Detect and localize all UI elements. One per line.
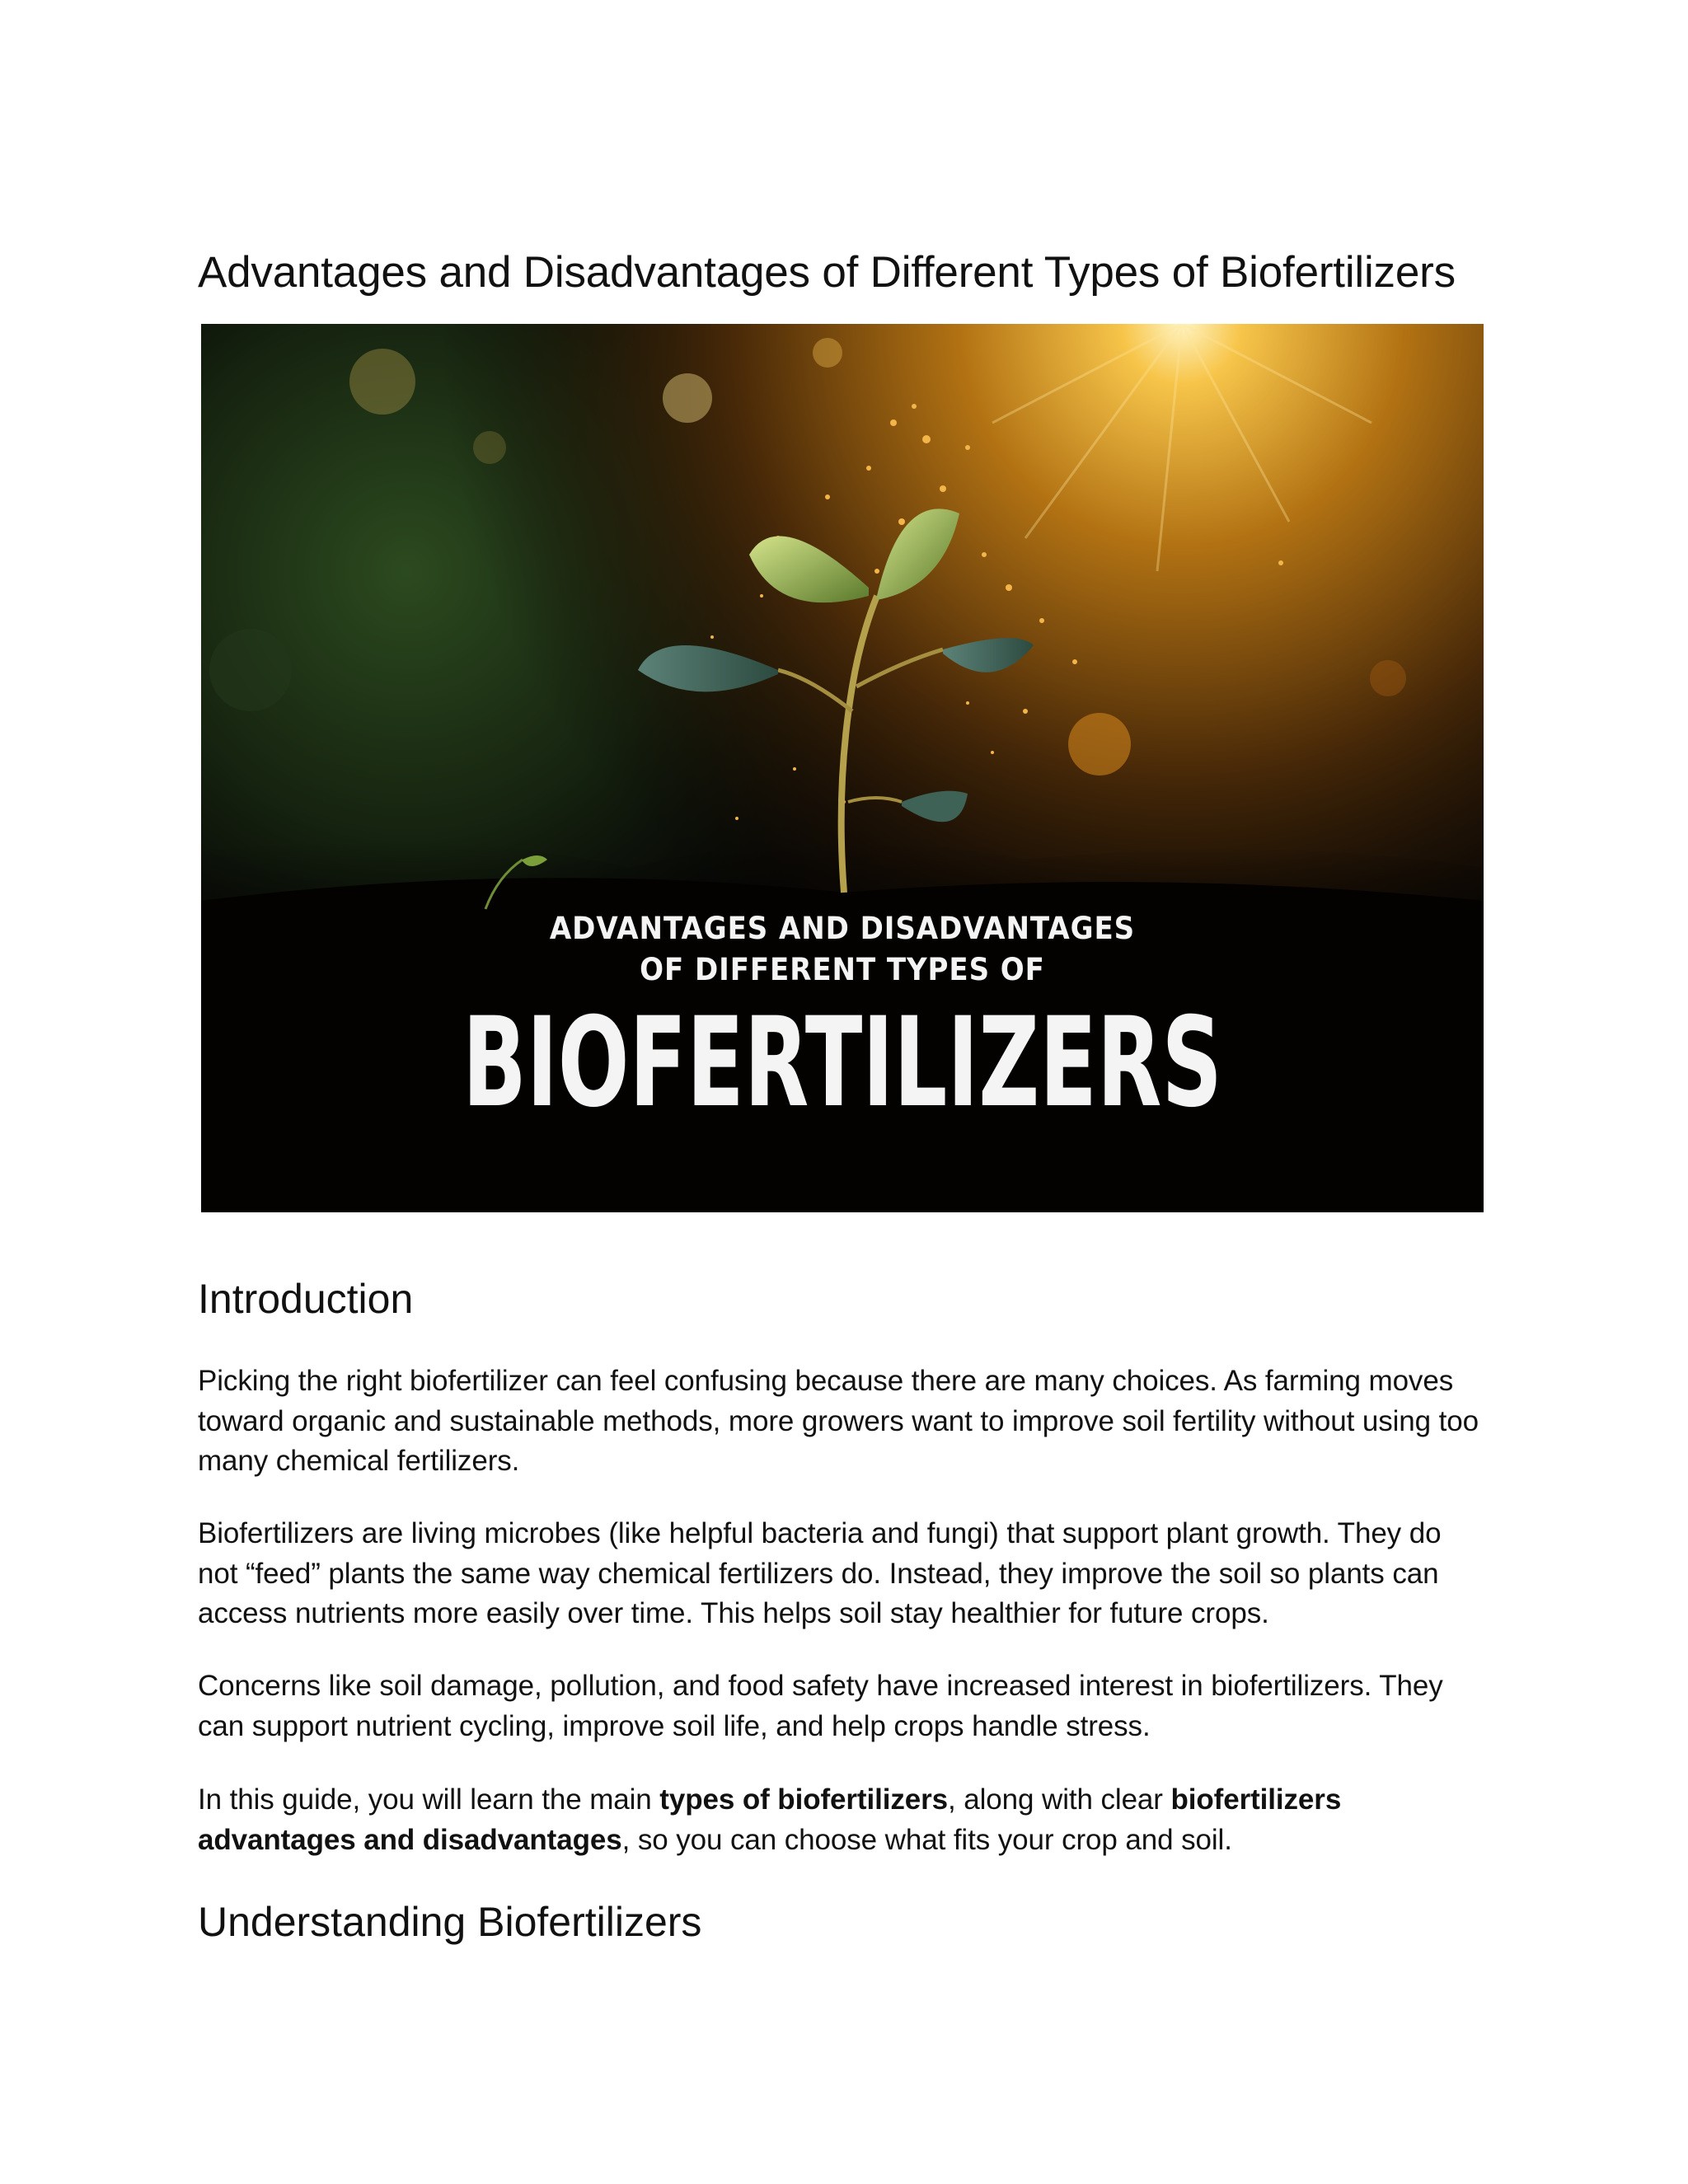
seedling-illustration <box>201 324 1484 1212</box>
hero-overlay-title: BIOFERTILIZERS <box>462 991 1222 1135</box>
intro-p4-bold-1: types of biofertilizers <box>659 1783 949 1816</box>
intro-paragraph-3: Concerns like soil damage, pollution, and food safety have increased interest in biofertilizers. They can support nutrient cycling, improve soil life, and help crops handle stress. <box>198 1670 1443 1742</box>
document-title: Advantages and Disadvantages of Different Types of Biofertilizers <box>198 248 1456 297</box>
hero-overlay-line2: OF DIFFERENT TYPES OF <box>640 952 1045 987</box>
intro-paragraph-1: Picking the right biofertilizer can feel confusing because there are many choices. As farming moves toward organic and sustainable methods, more growers want to improve soil fertility without using too many chemical fertilizers. <box>198 1365 1479 1477</box>
intro-p4-text-3: , so you can choose what fits your crop and soil. <box>621 1823 1232 1856</box>
introduction-heading: Introduction <box>198 1276 414 1322</box>
intro-p4-text-2: , along with clear <box>948 1783 1171 1816</box>
understanding-heading: Understanding Biofertilizers <box>198 1899 702 1945</box>
intro-p4-text-1: In this guide, you will learn the main <box>198 1783 660 1816</box>
intro-p4-bold-2: biofertilizers advantages and disadvantages <box>198 1783 1342 1856</box>
intro-paragraph-4 <box>198 1780 1484 1860</box>
hero-image <box>201 324 1484 1212</box>
hero-overlay-line1: ADVANTAGES AND DISADVANTAGES <box>549 911 1136 946</box>
intro-paragraph-2: Biofertilizers are living microbes (like helpful bacteria and fungi) that support plant growth. They do not “feed” plants the same way chemical fertilizers do. Instead, they improve the soil so plants can access nutrients more easily over time. This helps soil stay healthier for future crops. <box>198 1517 1442 1629</box>
